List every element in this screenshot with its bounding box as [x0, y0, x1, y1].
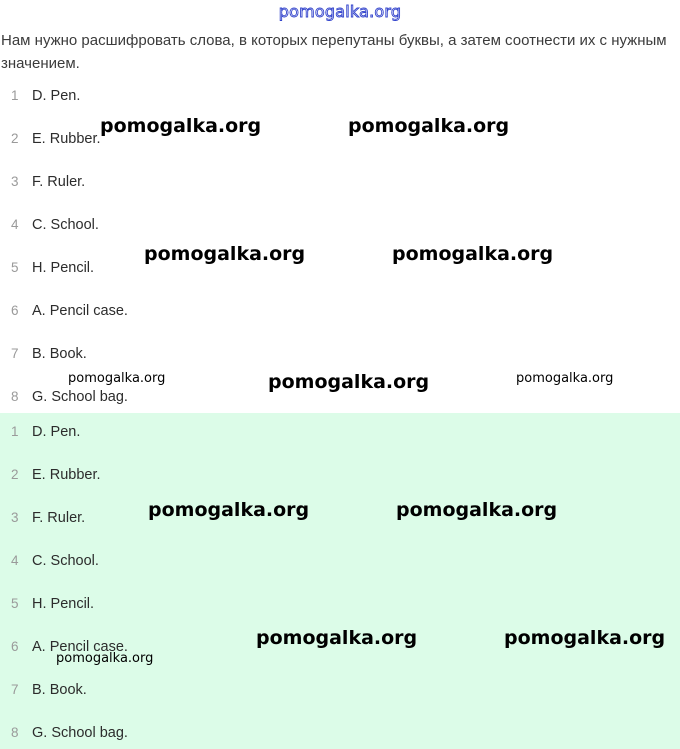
watermark: pomogalka.org	[56, 651, 154, 666]
watermark: pomogalka.org	[396, 499, 558, 521]
watermark: pomogalka.org	[504, 627, 666, 649]
item-text: A. Pencil case.	[32, 639, 128, 655]
watermark: pomogalka.org	[516, 371, 614, 386]
item-number: 7	[11, 682, 19, 697]
item-number: 7	[11, 346, 19, 361]
item-text: C. School.	[32, 553, 99, 569]
item-text: F. Ruler.	[32, 510, 86, 526]
watermark: pomogalka.org	[68, 371, 166, 386]
item-text: C. School.	[32, 217, 99, 233]
item-text: G. School bag.	[32, 725, 128, 741]
item-number: 5	[11, 596, 19, 611]
site-logo[interactable]: pomogalka.org	[278, 2, 402, 21]
item-number: 1	[11, 88, 19, 103]
answer-list	[0, 413, 680, 749]
item-text: G. School bag.	[32, 389, 128, 405]
watermark: pomogalka.org	[144, 243, 306, 265]
item-number: 2	[11, 131, 19, 146]
item-number: 1	[11, 424, 19, 439]
item-number: 5	[11, 260, 19, 275]
watermark: pomogalka.org	[256, 627, 418, 649]
watermark: pomogalka.org	[100, 115, 262, 137]
watermark: pomogalka.org	[348, 115, 510, 137]
item-text: A. Pencil case.	[32, 303, 128, 319]
watermark: pomogalka.org	[148, 499, 310, 521]
item-text: E. Rubber.	[32, 131, 101, 147]
watermark: pomogalka.org	[268, 371, 430, 393]
item-number: 8	[11, 725, 19, 740]
item-text: H. Pencil.	[32, 596, 95, 612]
item-number: 2	[11, 467, 19, 482]
item-text: B. Book.	[32, 346, 87, 362]
watermark: pomogalka.org	[392, 243, 554, 265]
item-text: D. Pen.	[32, 88, 81, 104]
item-number: 6	[11, 639, 19, 654]
item-number: 3	[11, 510, 19, 525]
item-text: E. Rubber.	[32, 467, 101, 483]
item-text: H. Pencil.	[32, 260, 95, 276]
item-text: B. Book.	[32, 682, 87, 698]
item-text: D. Pen.	[32, 424, 81, 440]
item-number: 8	[11, 389, 19, 404]
item-number: 3	[11, 174, 19, 189]
item-number: 6	[11, 303, 19, 318]
item-text: F. Ruler.	[32, 174, 86, 190]
task-description: Нам нужно расшифровать слова, в которых перепутаны буквы, а затем соотнести их с нужным значением.	[1, 32, 667, 72]
item-number: 4	[11, 217, 19, 232]
item-number: 4	[11, 553, 19, 568]
